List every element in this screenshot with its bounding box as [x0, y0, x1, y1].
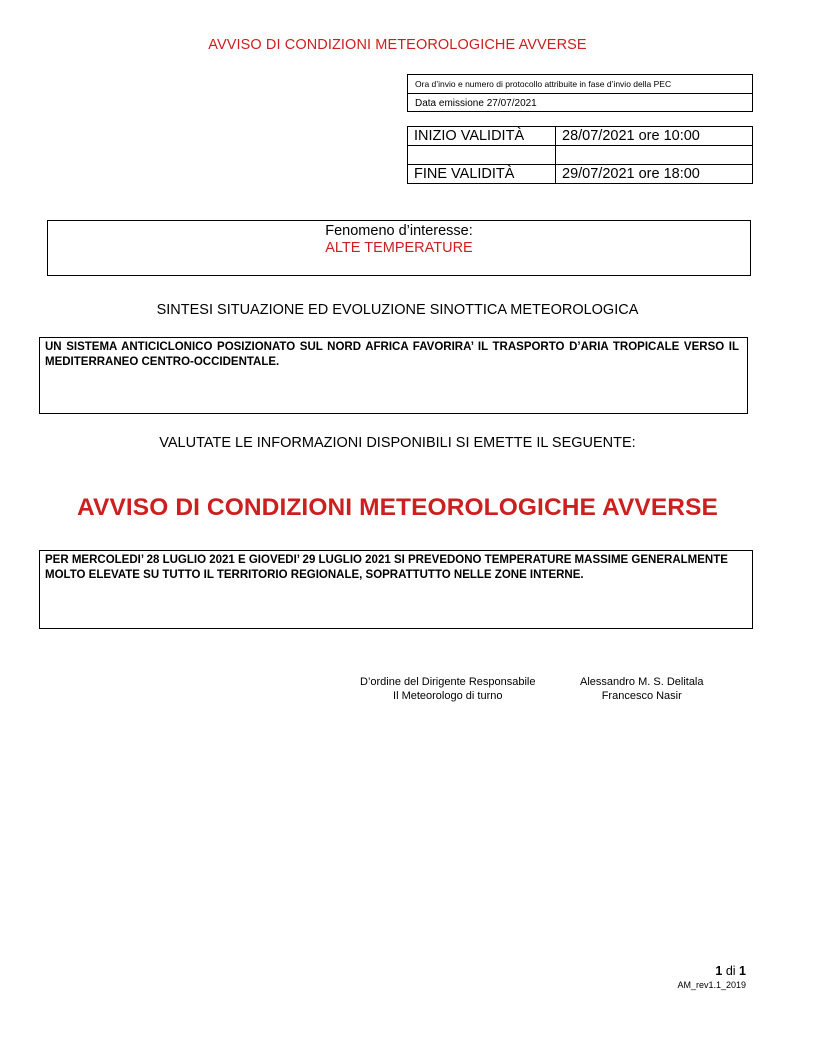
- protocol-box: [407, 74, 753, 112]
- validity-start-value: 28/07/2021 ore 10:00: [556, 127, 753, 146]
- synopsis-heading: SINTESI SITUAZIONE ED EVOLUZIONE SINOTTICA METEOROLOGICA: [156, 302, 639, 318]
- signature-name-2: Francesco Nasir: [601, 690, 682, 702]
- signature-name-1: Alessandro M. S. Delitala: [580, 676, 704, 688]
- page-number: [700, 964, 746, 978]
- evaluation-text: VALUTATE LE INFORMAZIONI DISPONIBILI SI EMETTE IL SEGUENTE:: [159, 435, 636, 451]
- synopsis-text: UN SISTEMA ANTICICLONICO POSIZIONATO SUL NORD AFRICA FAVORIRA’ IL TRASPORTO D’ARIA TROPICALE VERSO IL MEDITERRANEO CENTRO-OCCIDENTALE.: [39, 337, 748, 414]
- page-current: 1: [715, 964, 723, 978]
- page-separator: di: [722, 964, 740, 978]
- validity-table: [407, 126, 753, 184]
- signature-role-1: D’ordine del Dirigente Responsabile: [360, 676, 536, 688]
- validity-end-value: 29/07/2021 ore 18:00: [556, 165, 753, 184]
- warning-text: PER MERCOLEDI’ 28 LUGLIO 2021 E GIOVEDI’ 29 LUGLIO 2021 SI PREVEDONO TEMPERATURE MASSIME GENERALMENTE MOLTO ELEVATE SU TUTTO IL TERRITORIO REGIONALE, SOPRATTUTTO NELLE ZONE INTERNE.: [39, 550, 753, 629]
- signature-role-2: Il Meteorologo di turno: [393, 690, 503, 702]
- page-total: 1: [739, 964, 746, 978]
- phenomenon-box: [47, 220, 751, 276]
- revision-code: AM_rev1.1_2019: [677, 980, 746, 990]
- validity-spacer-cell: [556, 146, 753, 165]
- validity-end-label: FINE VALIDITÀ: [408, 165, 556, 184]
- warning-title: AVVISO DI CONDIZIONI METEOROLOGICHE AVVERSE: [77, 494, 718, 521]
- phenomenon-label: Fenomeno d’interesse:: [325, 223, 473, 239]
- phenomenon-value: ALTE TEMPERATURE: [325, 240, 473, 256]
- validity-spacer-cell: [408, 146, 556, 165]
- signature-roles: [360, 675, 536, 703]
- protocol-line: Ora d’invio e numero di protocollo attribuite in fase d’invio della PEC: [408, 75, 752, 94]
- emission-date: Data emissione 27/07/2021: [415, 98, 537, 109]
- header-title: AVVISO DI CONDIZIONI METEOROLOGICHE AVVERSE: [208, 37, 587, 53]
- signature-names: [580, 675, 704, 703]
- validity-start-label: INIZIO VALIDITÀ: [408, 127, 556, 146]
